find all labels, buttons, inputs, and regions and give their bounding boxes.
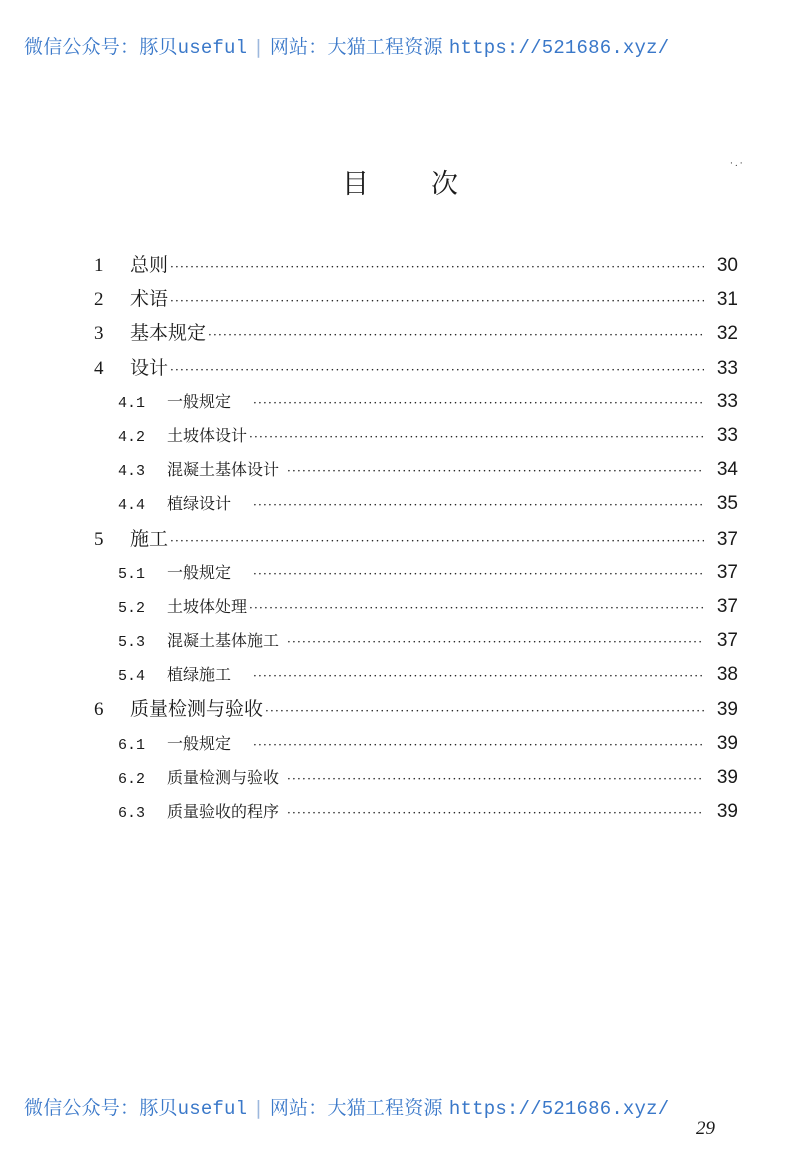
site-url-link[interactable]: https://521686.xyz/ bbox=[448, 1098, 670, 1120]
entry-page: 33 bbox=[716, 390, 738, 412]
site-label: 网站：大猫工程资源 bbox=[269, 1097, 443, 1119]
entry-number: 5.4 bbox=[118, 668, 146, 686]
entry-page: 37 bbox=[716, 528, 738, 550]
dot-leader bbox=[287, 454, 704, 488]
dot-leader bbox=[170, 353, 704, 387]
toc-entry[interactable] bbox=[94, 556, 738, 590]
entry-page: 38 bbox=[716, 664, 738, 686]
dot-leader bbox=[253, 386, 704, 420]
wechat-label: 微信公众号：豚贝 bbox=[24, 1097, 178, 1119]
entry-label: 总则 bbox=[130, 254, 169, 276]
entry-number: 6.1 bbox=[118, 736, 146, 754]
entry-label: 施工 bbox=[130, 527, 169, 550]
entry-label: 土坡体设计 bbox=[167, 425, 248, 445]
entry-number: 6.3 bbox=[118, 805, 146, 822]
toc-entry[interactable] bbox=[94, 453, 738, 487]
entry-number: 4.3 bbox=[118, 463, 146, 481]
entry-label: 土坡体处理 bbox=[167, 596, 248, 616]
toc-entry[interactable] bbox=[94, 624, 738, 658]
dot-leader bbox=[249, 420, 704, 454]
entry-label: 混凝土基体设计 bbox=[167, 460, 280, 480]
toc-entry[interactable] bbox=[94, 590, 738, 624]
entry-page: 39 bbox=[716, 732, 738, 754]
entry-number: 2 bbox=[94, 289, 104, 311]
dot-leader bbox=[253, 659, 704, 693]
entry-label: 一般规定 bbox=[167, 391, 232, 411]
entry-page: 39 bbox=[716, 801, 738, 822]
table-of-contents bbox=[94, 248, 738, 829]
toc-entry[interactable] bbox=[94, 761, 738, 795]
toc-entry[interactable] bbox=[94, 316, 738, 350]
entry-number: 5.3 bbox=[118, 634, 146, 652]
entry-label: 质量检测与验收 bbox=[130, 698, 264, 721]
dot-leader bbox=[249, 591, 704, 625]
entry-number: 6 bbox=[94, 699, 104, 721]
toc-entry[interactable] bbox=[94, 419, 738, 453]
title-char-1: 目 bbox=[342, 169, 369, 200]
entry-page: 35 bbox=[716, 493, 738, 515]
dot-leader bbox=[287, 762, 704, 796]
entry-label: 质量验收的程序 bbox=[167, 802, 280, 821]
entry-page: 33 bbox=[716, 424, 738, 446]
entry-page: 37 bbox=[716, 561, 738, 583]
separator: | bbox=[255, 1097, 262, 1119]
entry-page: 32 bbox=[716, 323, 738, 345]
entry-label: 基本规定 bbox=[130, 322, 207, 345]
scan-artifact: ·.· bbox=[730, 159, 745, 169]
toc-entry[interactable] bbox=[94, 522, 738, 556]
site-label: 网站：大猫工程资源 bbox=[269, 36, 443, 58]
wechat-name: useful bbox=[177, 1098, 248, 1120]
watermark-bottom bbox=[24, 1093, 784, 1120]
toc-entry[interactable] bbox=[94, 487, 738, 521]
entry-number: 4.1 bbox=[118, 394, 146, 412]
title-char-2: 次 bbox=[431, 169, 458, 200]
entry-page: 31 bbox=[716, 289, 738, 311]
entry-label: 一般规定 bbox=[167, 562, 232, 582]
entry-number: 1 bbox=[94, 255, 104, 276]
dot-leader bbox=[170, 524, 704, 558]
toc-entry[interactable] bbox=[94, 727, 738, 761]
dot-leader bbox=[253, 728, 704, 762]
entry-label: 植绿设计 bbox=[167, 494, 232, 514]
wechat-label: 微信公众号：豚贝 bbox=[24, 36, 178, 58]
dot-leader bbox=[287, 625, 704, 659]
dot-leader bbox=[170, 284, 704, 318]
page-number: 29 bbox=[696, 1118, 715, 1139]
dot-leader bbox=[287, 796, 704, 830]
dot-leader bbox=[253, 488, 704, 522]
toc-entry[interactable] bbox=[94, 658, 738, 692]
entry-page: 37 bbox=[716, 595, 738, 617]
entry-number: 4.4 bbox=[118, 497, 146, 515]
entry-number: 4 bbox=[94, 357, 104, 379]
entry-page: 30 bbox=[716, 255, 738, 276]
entry-label: 术语 bbox=[130, 288, 169, 311]
entry-label: 一般规定 bbox=[167, 733, 232, 753]
entry-label: 植绿施工 bbox=[167, 665, 232, 685]
wechat-name: useful bbox=[177, 37, 248, 59]
watermark-top bbox=[24, 32, 784, 59]
entry-number: 5 bbox=[94, 528, 104, 550]
toc-entry[interactable] bbox=[94, 385, 738, 419]
separator: | bbox=[255, 36, 262, 58]
toc-entry[interactable] bbox=[94, 351, 738, 385]
dot-leader bbox=[253, 557, 704, 591]
entry-page: 39 bbox=[716, 699, 738, 721]
entry-page: 34 bbox=[716, 459, 738, 481]
toc-entry[interactable] bbox=[94, 795, 738, 829]
entry-page: 39 bbox=[716, 766, 738, 788]
entry-label: 质量检测与验收 bbox=[167, 767, 280, 787]
site-url-link[interactable]: https://521686.xyz/ bbox=[448, 37, 670, 59]
dot-leader bbox=[170, 250, 704, 284]
dot-leader bbox=[208, 318, 704, 352]
entry-number: 5.2 bbox=[118, 599, 146, 617]
entry-number: 3 bbox=[94, 323, 104, 345]
entry-page: 37 bbox=[716, 630, 738, 652]
entry-number: 6.2 bbox=[118, 770, 146, 788]
entry-label: 设计 bbox=[130, 356, 169, 379]
page-title bbox=[0, 162, 800, 201]
entry-number: 4.2 bbox=[118, 428, 146, 446]
dot-leader bbox=[265, 694, 704, 728]
entry-label: 混凝土基体施工 bbox=[167, 631, 280, 651]
entry-number: 5.1 bbox=[118, 565, 146, 583]
toc-entry[interactable] bbox=[94, 692, 738, 726]
toc-entry[interactable] bbox=[94, 248, 738, 282]
toc-entry[interactable] bbox=[94, 282, 738, 316]
entry-page: 33 bbox=[716, 357, 738, 379]
